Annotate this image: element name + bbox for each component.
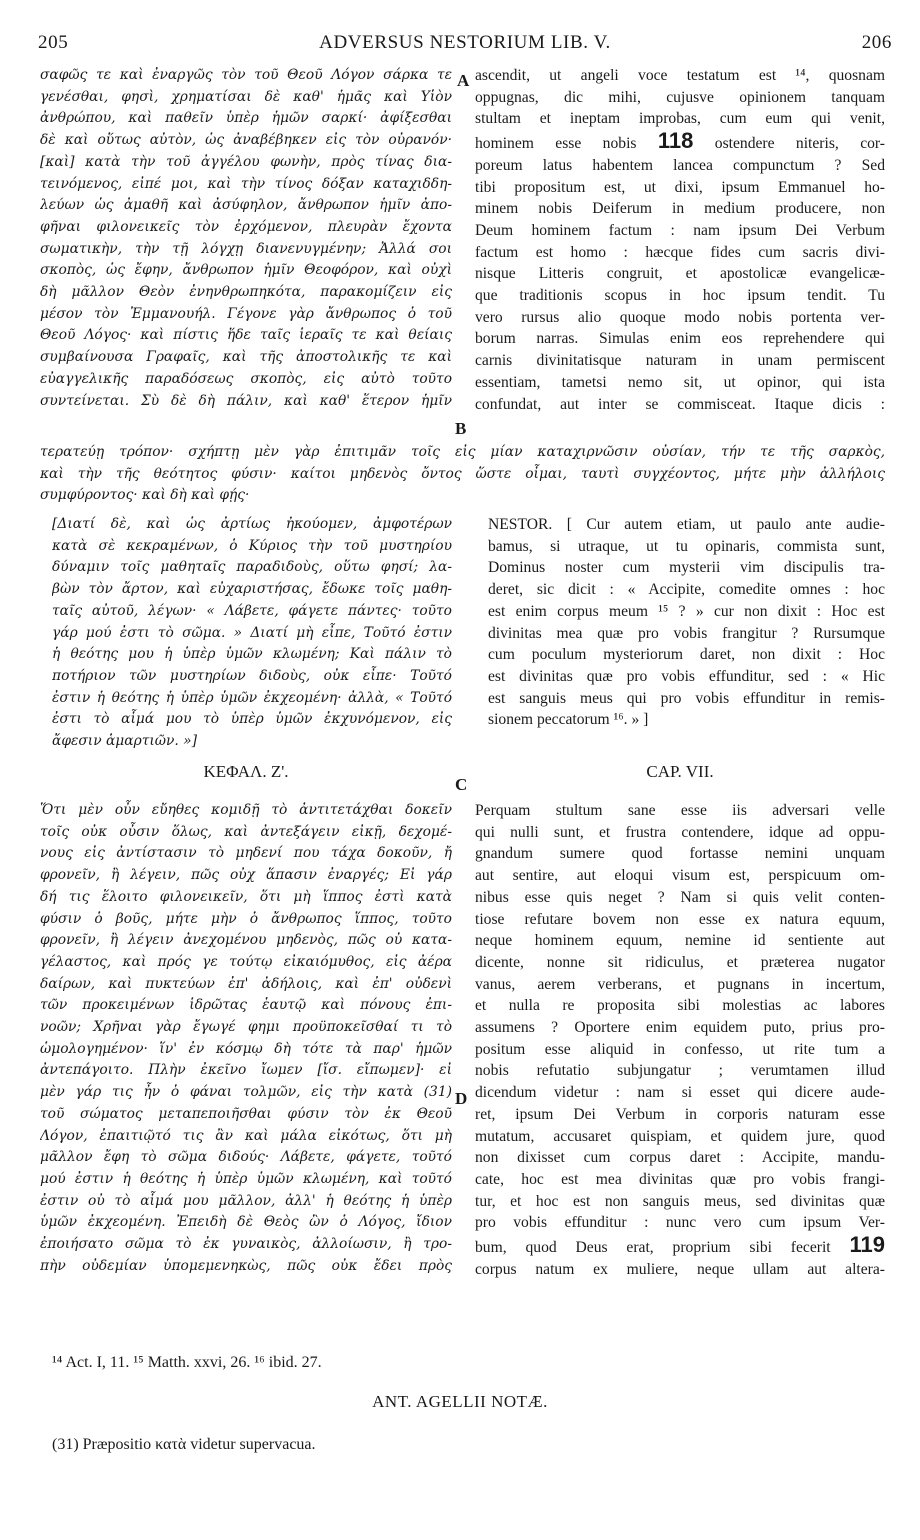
marker-b: B <box>455 419 467 438</box>
latin-line: stultam et ineptam improbas, cum eum qui venit, <box>475 110 885 128</box>
greek-line: σωματικὴν, τὴν τῇ λόγχῃ διανενυγμένην; Ἀλλά σοι <box>40 240 452 257</box>
latin-line: mutatum, accusaret quispiam, et quidem jure, quod <box>475 1127 885 1145</box>
greek-line: δή τις ἕλοιτο φιλονεικεῖν, ὅτι μὴ ἵππος ἐστὶ κατὰ <box>40 888 452 905</box>
latin-line: NESTOR. [ Cur autem etiam, ut paulo ante audie- <box>488 516 885 533</box>
latin-column-bottom <box>475 800 885 1280</box>
greek-line: Λόγον, ἐπαιτιῷτό τις ἂν καὶ μάλα εἰκότως, ὅτι μὴ <box>40 1127 452 1144</box>
greek-line: [Διατί δὲ, καὶ ὡς ἀρτίως ἠκούομεν, ἀμφοτέρων <box>52 516 452 532</box>
latin-line: vero rursus alio quoque modo nobis portenta ver- <box>475 308 885 326</box>
running-title: ADVERSUS NESTORIUM LIB. V. <box>319 32 611 53</box>
greek-line: σκοπὸς, ὡς ἔφην, ἄνθρωπον ἡμῖν Θεοφόρον, καὶ οὐχὶ <box>40 262 452 279</box>
greek-line: ὡμολογημένον· ἵν' ἐν κόσμῳ δὴ τότε τὰ παρ' ἡμῶν <box>40 1040 452 1057</box>
greek-line: ἄφεσιν ἁμαρτιῶν. »] <box>52 733 197 750</box>
greek-line: γέλαστος, καὶ πρός γε τούτῳ εἰκαιόμυθος, εἰς ἀέρα <box>40 953 452 970</box>
latin-line: tibi propositum est, ut dixi, ipsum Emmanuel ho- <box>475 178 885 196</box>
greek-line: ἐστιν ἡ θεότης ἡ ὑπὲρ ὑμῶν ἐκχεομένη· ἀλλὰ, « Τοῦτό <box>52 689 452 706</box>
greek-line: πὴν οὐδεμίαν ὑπομεμενηκὼς, πῶς οὐκ ἔδει πρὸς <box>40 1257 452 1274</box>
page-number-119: 119 <box>849 1234 885 1258</box>
greek-line: νους εἰς ἀντίστασιν τὸ μηδενί που τάχα δοκοῦν, ἤ <box>40 845 452 862</box>
latin-line: que traditionis scopus in hoc ipsum tendit. Tu <box>475 287 885 305</box>
notes-title: ANT. AGELLII NOTÆ. <box>372 1392 548 1411</box>
latin-line: essentiam, tametsi nemo sit, ut opinor, qui ista <box>475 373 885 391</box>
latin-line: oppugnas, dic mihi, cujusve opinionem tanquam <box>475 88 885 106</box>
latin-line-with-page-number: bum, quod Deus erat, proprium sibi fecerit 119 <box>475 1234 885 1258</box>
running-header <box>38 32 892 58</box>
latin-line: positum esse aliquid in confesso, ut rite tum a <box>475 1040 885 1058</box>
chapter-heading-latin: CAP. VII. <box>646 762 714 781</box>
page-number-118: 118 <box>657 130 694 154</box>
chapter-heading-greek: ΚΕΦΑΛ. Ζ'. <box>203 762 289 781</box>
latin-line: cum poculum mysteriorum daret, non dixit : Hoc <box>488 646 885 664</box>
greek-line: ὑμῶν ἐκχεομένη. Ἐπειδὴ δὲ Θεὸς ὢν ὁ Λόγος, ἴδιον <box>40 1214 452 1231</box>
greek-line: φῆναι φιλονεικεῖς τὸν ἐρχόμενον, πλευρὰν ἔχοντα <box>40 218 452 235</box>
greek-line: μᾶλλον ἔφη τὸ σῶμα διδούς· Λάβετε, φάγετε, τοῦτό <box>40 1149 452 1166</box>
greek-line: συμφύροντος· καὶ δὴ καὶ φῄς· <box>40 487 250 504</box>
latin-line: aut sentire, aut eloqui visum est, perspicuum om- <box>475 867 885 885</box>
latin-line: nobis refutatio subjungatur ; verumtamen illud <box>475 1062 885 1080</box>
page-number-right: 206 <box>861 32 892 53</box>
greek-line: συντείνεται. Σὺ δὲ δὴ πάλιν, καὶ καθ' ἕτερον ἡμῖν <box>40 392 452 409</box>
latin-line: et nulla re proposita sibi molestias ac labores <box>475 997 885 1015</box>
latin-line: cate, hoc est mea divinitas quæ pro vobis frangi- <box>475 1170 885 1188</box>
greek-line: τερατεύῃ τρόπον· σχήπτῃ μὲν γὰρ ἐπιτιμᾶν τοῖς εἰς μίαν καταχιρνῶσιν οὐσίαν, τήν τε τῆς σαρκὸς, <box>40 444 885 460</box>
latin-line: dicente, nonne sit ridiculus, et præterea nugator <box>475 953 885 971</box>
latin-line-with-page-number: hominem esse nobis 118 ostendere niteris, cor- <box>475 130 885 154</box>
latin-line: bamus, si utraque, ut tu opinaris, commista sunt, <box>488 537 885 555</box>
latin-line: gnandum sumere quod fortasse nemini unquam <box>475 845 885 863</box>
greek-line: ἐποιήσατο σῶμα τὸ ἐκ γυναικὸς, ἀλλοίωσιν, ἢ τρο- <box>40 1236 452 1253</box>
greek-line: ἡ θεότης μου ἡ ὑπὲρ ὑμῶν κλωμένη; Καὶ πάλιν τὸ <box>52 646 452 663</box>
note-31: (31) Præpositio κατὰ videtur supervacua. <box>52 1436 316 1453</box>
greek-line: δὴ μᾶλλον Θεὸν ἐνηνθρωπηκότα, παρακομίζειν εἰς <box>40 284 452 301</box>
latin-line: factum est homo : hæcque fides cum sacris divi- <box>475 243 885 261</box>
greek-line: ἐστιν οὐ τὸ αἷμά μου μᾶλλον, ἀλλ' ἡ θεότης ἡ ὑπὲρ <box>40 1192 452 1209</box>
latin-column-mid <box>488 514 885 731</box>
latin-line: assumens ? Oportere enim equidem puto, prius pro- <box>475 1019 885 1037</box>
greek-column-bottom <box>40 800 452 1277</box>
greek-line: ἐστι τὸ αἷμά μου τὸ ὑπὲρ ὑμῶν ἐκχυνόμενον, εἰς <box>52 711 452 728</box>
greek-line: βὼν τὸν ἄρτον, καὶ εὐχαριστήσας, ἔδωκε τοῖς μαθη- <box>52 581 452 598</box>
latin-line: est sanguis meus qui pro vobis effunditur in remis- <box>488 689 885 707</box>
footnotes: ¹⁴ Act. I, 11. ¹⁵ Matth. xxvi, 26. ¹⁶ ibid. 27. <box>52 1354 322 1371</box>
latin-line: poreum latus habentem lancea compunctum ? Sed <box>475 156 885 174</box>
greek-line: κατὰ σὲ κεκραμένων, ὁ Κύριος τὴν τοῦ μυστηρίου <box>52 537 452 554</box>
latin-line: dicendum videtur : nam si esset qui dicere aude- <box>475 1084 885 1102</box>
marker-c: C <box>455 775 468 794</box>
latin-line: est enim corpus meum ¹⁵ ? » cur non dixit : Hoc est <box>488 602 885 620</box>
latin-line: qui nulli sunt, et frustra contendere, idque ad oppu- <box>475 823 885 841</box>
latin-line: vanus, aerem verberans, et pugnans in incertum, <box>475 975 885 993</box>
greek-line: τοῖς οὐκ οὖσιν ὅλως, καὶ ἀντεξάγειν εἰκῇ, δεχομέ- <box>40 823 452 840</box>
latin-line: carnis divinitatisque naturam in unam permiscent <box>475 352 885 370</box>
greek-line: νοῶν; Χρῆναι γὰρ ἔγωγέ φημι προϋποκεῖσθαί τι τὸ <box>40 1019 452 1036</box>
latin-line: pro vobis effunditur : nunc vero cum ipsum Ver- <box>475 1214 885 1232</box>
greek-line: μέσον τὸν Ἐμμανουήλ. Γέγονε γὰρ ἄνθρωπος ὁ τοῦ <box>40 305 452 322</box>
greek-line: φύσιν ὁ βοῦς, μήτε μὴν ὁ ἄνθρωπος ἵππος, τοῦτο <box>40 910 452 927</box>
latin-line: Deum hominem factum : nam ipsum Dei Verbum <box>475 221 885 239</box>
latin-line: Perquam stultum sane esse iis adversari velle <box>475 802 885 819</box>
greek-line: τοῦ σώματος μεταπεποιῆσθαι φύσιν τὸν ἐκ Θεοῦ <box>40 1105 452 1122</box>
greek-line: ποτήριον τῶν μυστηρίων διδοὺς, οὐκ εἶπε· Τοῦτό <box>52 667 452 684</box>
latin-line: Dominus noster cum mysterii vim discipulis tra- <box>488 559 885 577</box>
latin-line: neque hominem equum, nemine id sentiente aut <box>475 932 885 950</box>
greek-line: ταῖς αὐτοῦ, λέγων· « Λάβετε, φάγετε πάντες· τοῦτο <box>52 602 452 619</box>
latin-line: borum narras. Simulas enim eos reprehendere qui <box>475 330 885 348</box>
greek-line: σαφῶς τε καὶ ἐναργῶς τὸν τοῦ Θεοῦ Λόγον σάρκα τε <box>40 67 452 83</box>
latin-line: ret, ipsum Dei Verbum in corporis naturam esse <box>475 1105 885 1123</box>
greek-line: μού ἐστιν ἡ θεότης ἡ ὑπὲρ ὑμῶν κλωμένη, καὶ τοῦτό <box>40 1170 452 1187</box>
greek-line: ἀνθρώπου, καὶ παθεῖν ὑπὲρ ἡμῶν σαρκί· ἀφίξεσθαι <box>40 110 452 127</box>
latin-line: est divinitas quæ pro vobis effunditur, sed : « Hic <box>488 667 885 685</box>
greek-line: λεύων ὡς ἀμαθῆ καὶ ἀσύφηλον, ἄνθρωπον ἡμῖν ἀπο- <box>40 197 452 214</box>
latin-column-top <box>475 65 885 415</box>
greek-column-mid <box>52 514 452 753</box>
greek-line: καὶ τὴν τῆς θεότητος φύσιν· καίτοι μηδενὸς ὄντος ὥστε οἶμαι, ταυτὶ συγχέοντος, μήτε μὴν ἀλλήλοις <box>40 465 885 482</box>
latin-line: ascendit, ut angeli voce testatum est ¹⁴, quosnam <box>475 67 885 84</box>
greek-line: εὐαγγελικῆς παραδόσεως σκοπὸς, εἰς αὐτὸ τοῦτο <box>40 370 452 387</box>
greek-column-top <box>40 65 452 412</box>
greek-line: δὲ καὶ οὕτως αὐτὸν, ὡς ἀναβέβηκεν εἰς τὸν οὐρανόν· <box>40 132 452 149</box>
latin-line: divinitas mea quæ pro vobis frangitur ? Rursumque <box>488 624 885 642</box>
greek-line: γενέσθαι, φησὶ, χρηματίσαι δὲ καθ' ἡμᾶς καὶ Υἱὸν <box>40 88 452 105</box>
greek-fullwidth <box>40 442 885 507</box>
latin-line: non dixisset cum corpus daret : Accipite, mandu- <box>475 1149 885 1167</box>
page-number-left: 205 <box>38 32 69 53</box>
greek-line: Θεοῦ Λόγος· καὶ πίστις ἥδε ταῖς ἱεραῖς τε καὶ θείαις <box>40 327 452 344</box>
greek-line: τῶν προκειμένων ἱδρῶτας ἑαυτῷ καὶ πόνους ἐπι- <box>40 997 452 1014</box>
latin-line: deret, sic dicit : « Accipite, comedite omnes : hoc <box>488 581 885 599</box>
latin-line: tur, et hoc est non sanguis meus, sed divinitas quæ <box>475 1192 885 1210</box>
greek-line: φρονεῖν, ἢ λέγειν ἀνεχομένου μηδενὸς, πῶς οὐ κατα- <box>40 932 452 949</box>
greek-line: ἀντεπάγοιτο. Πλὴν ἐκεῖνο ἴωμεν [ἴσ. εἴπωμεν]· εἰ <box>40 1062 452 1079</box>
latin-line: corpus natum ex muliere, neque ullam aut altera- <box>475 1260 885 1278</box>
greek-line: [καὶ] κατὰ τὴν τοῦ ἀγγέλου φωνὴν, πρὸς τίνας δια- <box>40 153 452 170</box>
greek-line: φρονεῖν, ἢ λέγειν, πῶς οὐχ ἅπασιν ἐναργές; Εἰ γάρ <box>40 867 452 884</box>
greek-line: γάρ μού ἐστι τὸ σῶμα. » Διατί μὴ εἶπε, Τοῦτό ἐστιν <box>52 624 452 641</box>
greek-line: δύναμιν τοῖς μαθηταῖς παραδιδοὺς, οὕτω φησί; λα- <box>52 559 452 576</box>
marker-d: D <box>455 1089 468 1108</box>
greek-line: συμβαίνουσα Γραφαῖς, καὶ τῆς ἀποστολικῆς τε καὶ <box>40 349 452 366</box>
marker-a: A <box>457 71 470 90</box>
latin-line: tiose refutare bovem non esse ex natura equum, <box>475 910 885 928</box>
latin-line: minem nobis Deiferum in medium producere, non <box>475 200 885 218</box>
latin-line: sionem peccatorum ¹⁶. » ] <box>488 711 649 729</box>
greek-line: μὲν γάρ τις ἦν ὁ φάναι τολμῶν, εἰς τὴν κατὰ (31) <box>40 1084 452 1101</box>
latin-line: nisque Litteris congruit, et apostolicæ evangelicæ- <box>475 265 885 283</box>
greek-line: δαίρων, καὶ πυκτεύων ἐπ' ἀδήλοις, καὶ ἐπ' οὐδενὶ <box>40 975 452 992</box>
latin-line: nibus esse quis neget ? Nam si quis velit conten- <box>475 888 885 906</box>
greek-line: τεινόμενος, εἰπέ μοι, καὶ τὴν τίνος δόξαν καταχιδδη- <box>40 175 452 192</box>
greek-line: Ὅτι μὲν οὖν εὔηθες κομιδῇ τὸ ἀντιτετάχθαι δοκεῖν <box>40 802 452 818</box>
latin-line: confundat, aut inter se commisceat. Itaque dicis : <box>475 395 885 413</box>
